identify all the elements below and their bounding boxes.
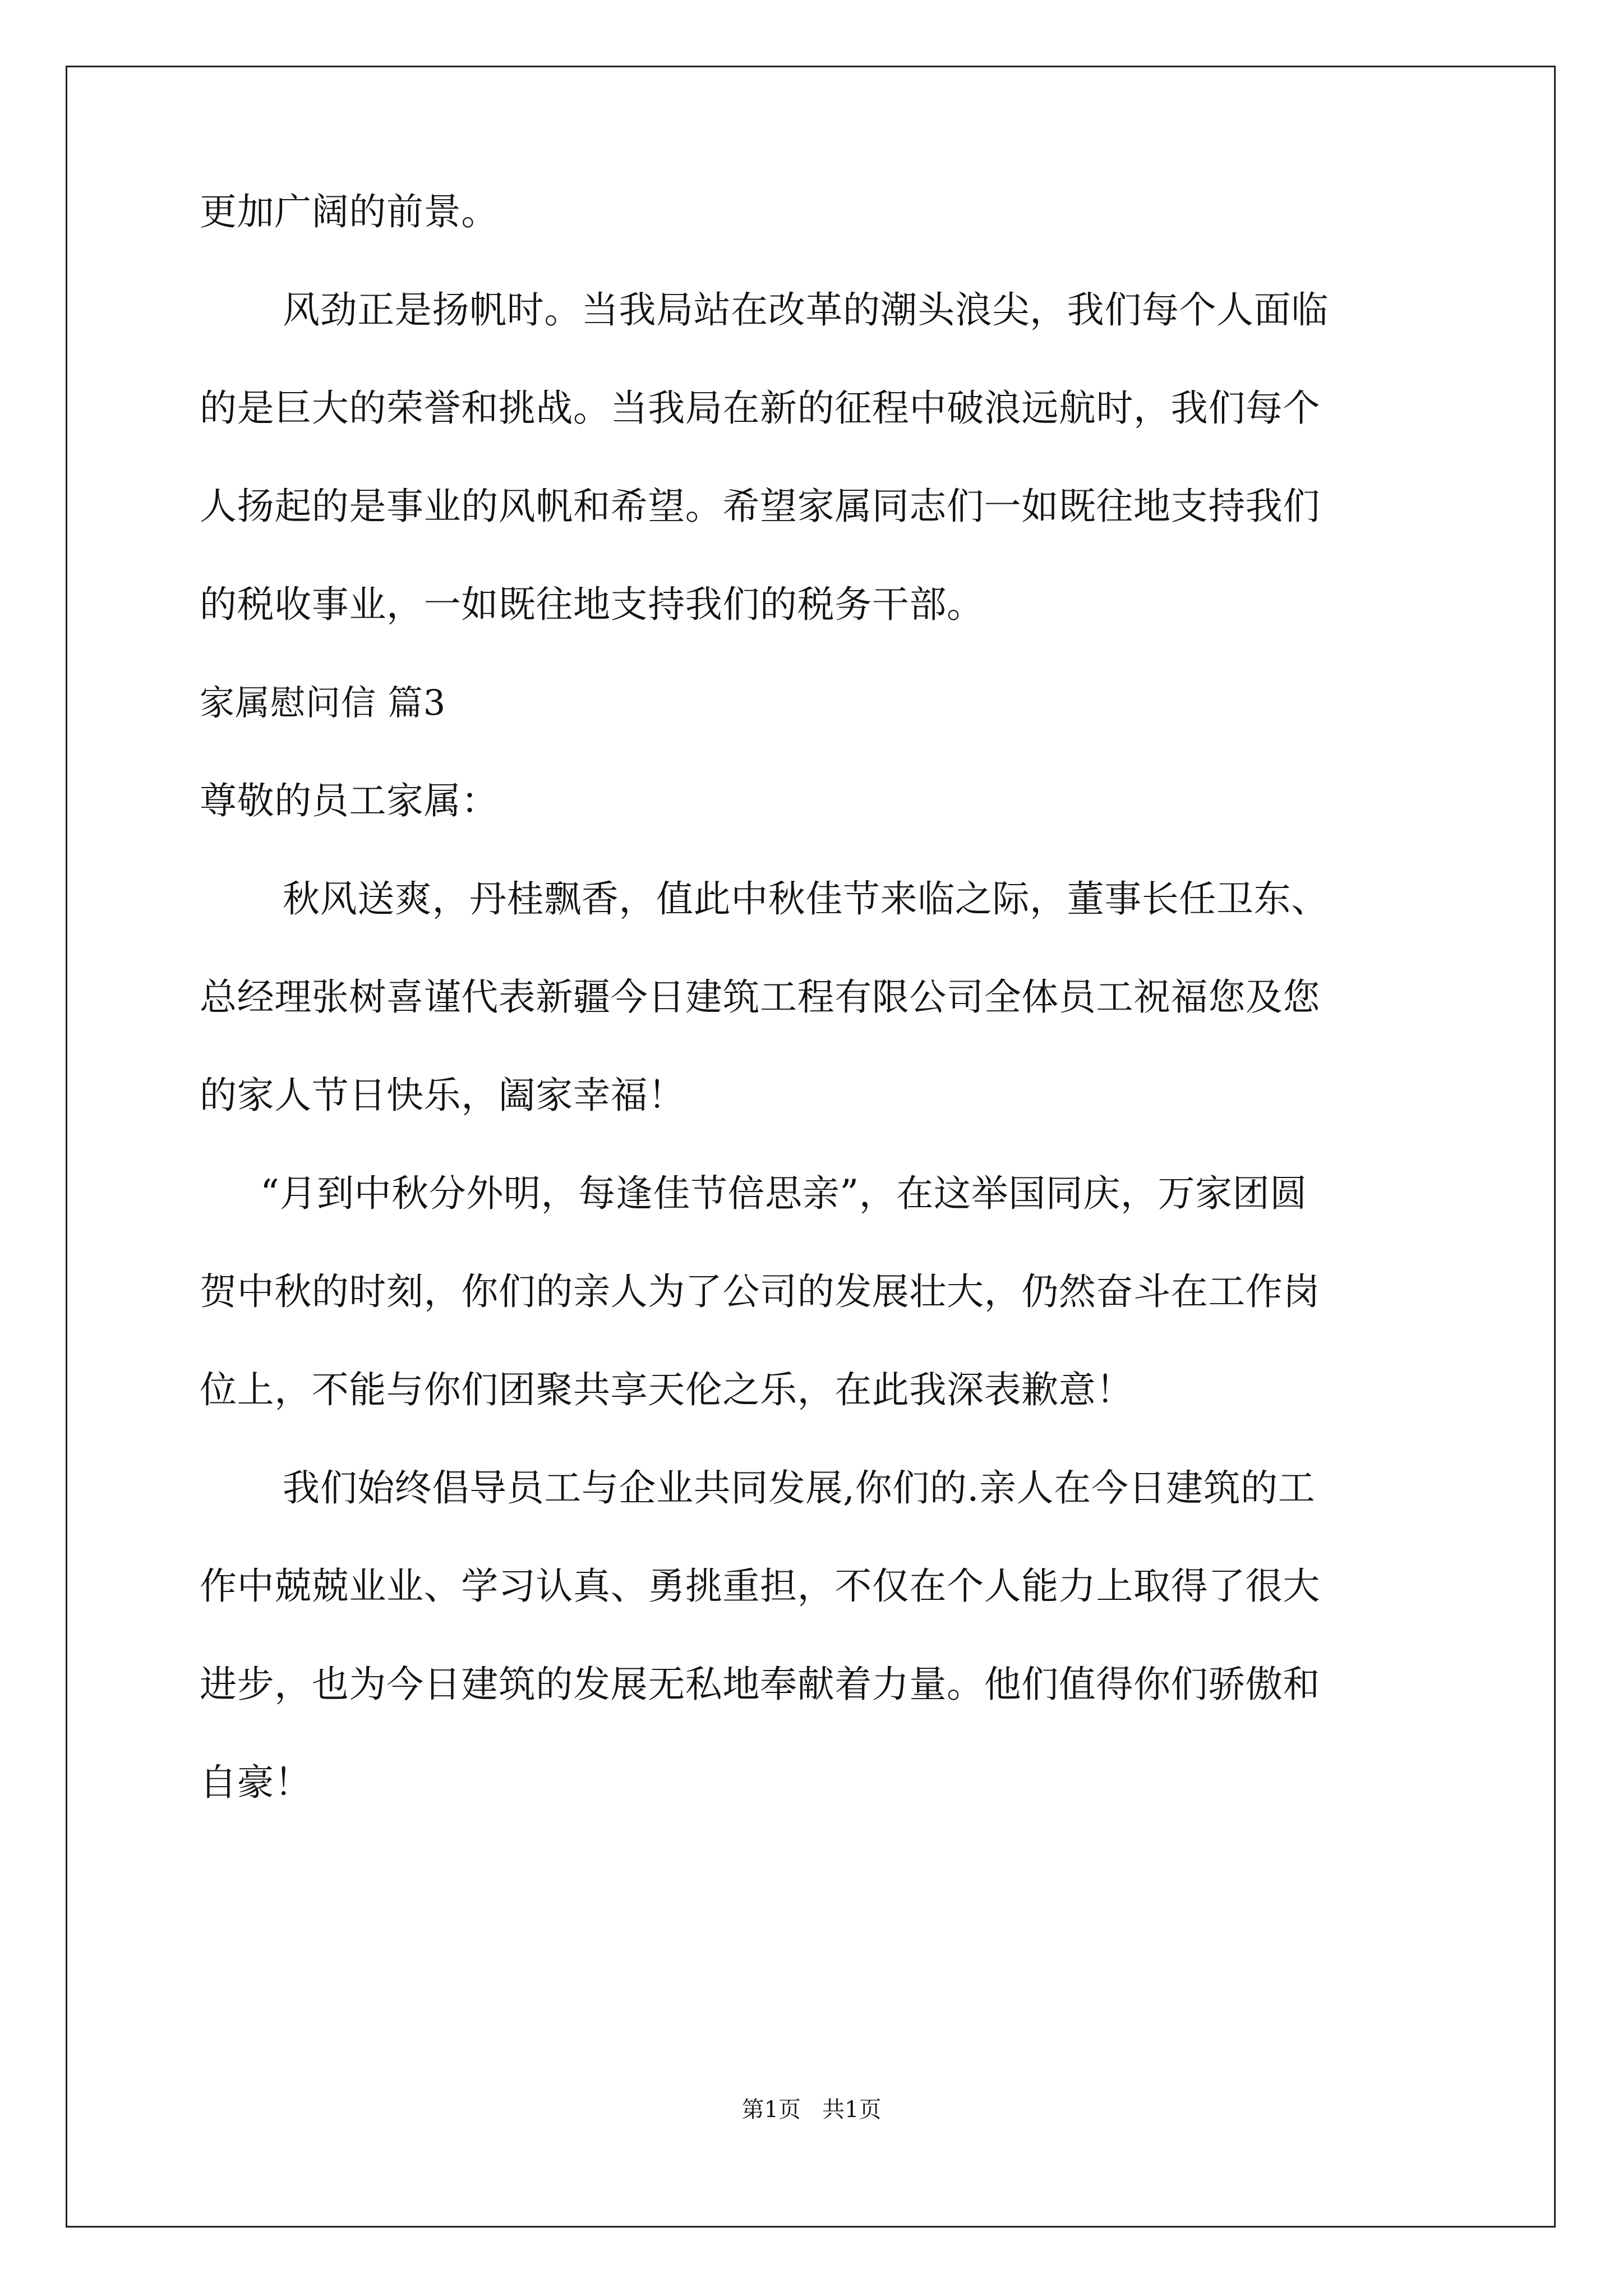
- page-footer: 第1页 共1页: [741, 2097, 882, 2123]
- paragraph-line: 位上，不能与你们团聚共享天伦之乐，在此我深表歉意！: [200, 1368, 1133, 1411]
- paragraph-line: “月到中秋分外明，每逢佳节倍思亲”，在这举国同庆，万家团圆: [260, 1172, 1307, 1215]
- paragraph-line: 我们始终倡导员工与企业共同发展,你们的.亲人在今日建筑的工: [283, 1466, 1316, 1510]
- section-heading: 家属慰问信 篇3: [200, 682, 446, 723]
- paragraph-line: 人扬起的是事业的风帆和希望。希望家属同志们一如既往地支持我们: [200, 485, 1320, 528]
- document-body: [200, 191, 1425, 1860]
- paragraph-line: 秋风送爽，丹桂飘香，值此中秋佳节来临之际，董事长任卫东、: [283, 877, 1329, 921]
- paragraph-line: 总经理张树喜谨代表新疆今日建筑工程有限公司全体员工祝福您及您: [200, 976, 1320, 1019]
- paragraph-line: 的是巨大的荣誉和挑战。当我局在新的征程中破浪远航时，我们每个: [200, 386, 1320, 430]
- paragraph-line: 作中兢兢业业、学习认真、勇挑重担，不仅在个人能力上取得了很大: [200, 1565, 1320, 1608]
- paragraph-line: 更加广阔的前景。: [200, 190, 499, 233]
- salutation: 尊敬的员工家属：: [200, 779, 499, 822]
- paragraph-line: 自豪！: [200, 1761, 312, 1804]
- paragraph-line: 贺中秋的时刻，你们的亲人为了公司的发展壮大，仍然奋斗在工作岗: [200, 1270, 1320, 1313]
- paragraph-line: 风劲正是扬帆时。当我局站在改革的潮头浪尖，我们每个人面临: [283, 288, 1329, 332]
- paragraph-line: 的税收事业，一如既往地支持我们的税务干部。: [200, 583, 984, 626]
- paragraph-line: 进步，也为今日建筑的发展无私地奉献着力量。他们值得你们骄傲和: [200, 1663, 1320, 1706]
- paragraph-line: 的家人节日快乐，阖家幸福！: [200, 1074, 685, 1117]
